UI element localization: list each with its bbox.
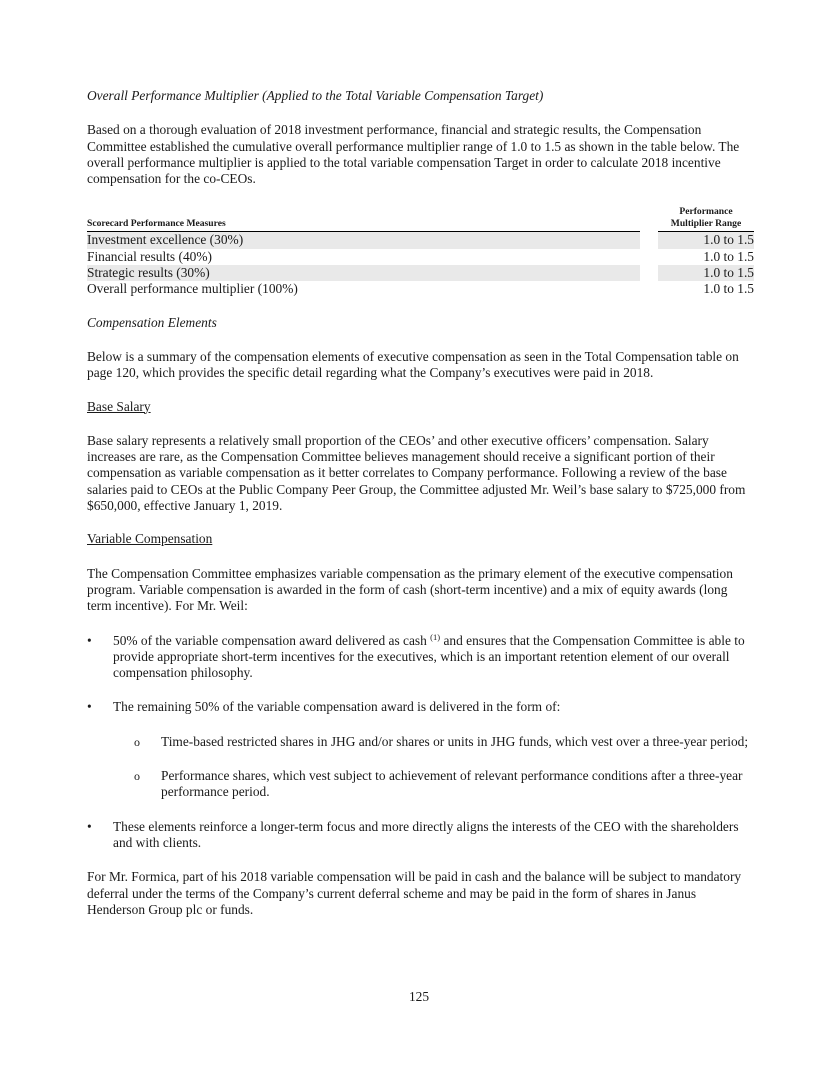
range-cell: 1.0 to 1.5 (658, 265, 754, 281)
table-row (87, 265, 754, 281)
sub-item-text: Performance shares, which vest subject to achievement of relevant performance conditions after a three-year performance period. (161, 768, 743, 800)
measure-cell: Financial results (40%) (87, 248, 212, 264)
range-cell: 1.0 to 1.5 (703, 281, 754, 297)
list-item (87, 819, 754, 852)
footnote-marker: (1) (430, 631, 441, 642)
bullet-icon: • (87, 818, 92, 834)
list-item (87, 633, 754, 682)
sub-bullet-icon: o (134, 734, 140, 749)
formica-paragraph: For Mr. Formica, part of his 2018 variable compensation will be paid in cash and the balance will be subject to mandatory deferral under the terms of the Company’s current deferral scheme and may be paid in the form of shares in Janus Henderson Group plc or funds. (87, 869, 742, 917)
table-row (87, 281, 754, 297)
performance-multiplier-table (87, 206, 754, 297)
list-item (87, 734, 754, 750)
range-cell: 1.0 to 1.5 (703, 248, 754, 264)
variable-compensation-paragraph: The Compensation Committee emphasizes variable compensation as the primary element of the executive compensation program. Variable compensation is awarded in the form of cash (short-term incentive) and a mix of equity awards (long term incentive). For Mr. Weil: (87, 565, 733, 614)
bullet-icon: • (87, 699, 92, 715)
col-header-range (658, 206, 754, 232)
bullet-text-reinforce: These elements reinforce a longer-term focus and more directly aligns the interests of the CEO with the shareholders and with clients. (113, 818, 739, 850)
section-heading-performance-multiplier: Overall Performance Multiplier (Applied to the Total Variable Compensation Target) (87, 88, 544, 103)
table-row (87, 232, 754, 249)
equity-award-sublist (87, 734, 754, 801)
sub-bullet-icon: o (134, 769, 140, 784)
bullet-text-cash: 50% of the variable compensation award delivered as cash $^{(1)}$ and ensures that the Compensation Committee is able to provide appropriate short-term incentives for the executives, which is an important retention element of our overall compensation philosophy. (113, 631, 745, 681)
sub-item-text: Time-based restricted shares in JHG and/or shares or units in JHG funds, which vest over a three-year period; (161, 733, 749, 749)
base-salary-heading: Base Salary (87, 398, 151, 414)
col-header-measures: Scorecard Performance Measures (87, 206, 640, 232)
bullet-icon: • (87, 632, 92, 648)
list-item (87, 699, 754, 715)
col-header-range-line1: Performance (679, 206, 733, 218)
compensation-elements-paragraph: Below is a summary of the compensation elements of executive compensation as seen in the Total Compensation table on page 120, which provides the specific detail regarding what the Company’s executives were paid in 2018. (87, 348, 739, 381)
range-cell: 1.0 to 1.5 (658, 232, 754, 249)
section-heading-compensation-elements: Compensation Elements (87, 314, 217, 330)
table-row (87, 249, 754, 265)
measure-cell: Overall performance multiplier (100%) (87, 281, 298, 297)
list-item (87, 768, 754, 801)
base-salary-paragraph: Base salary represents a relatively small proportion of the CEOs’ and other executive officers’ compensation. Salary increases are rare, as the Compensation Committee believes management should receive a significant portion of their compensation as variable compensation as it better correlates to Company performance. Following a review of the base salaries paid to CEOs at the Public Company Peer Group, the Committee adjusted Mr. Weil’s base salary to $725,000 from $650,000, effective January 1, 2019. (87, 432, 746, 514)
variable-compensation-bullets-continued (87, 819, 754, 852)
measure-cell: Investment excellence (30%) (87, 232, 640, 249)
bullet-text-remaining: The remaining 50% of the variable compensation award is delivered in the form of: (113, 699, 561, 715)
table-header-row (87, 206, 754, 232)
col-header-range-line2: Multiplier Range (670, 217, 742, 229)
performance-multiplier-paragraph: Based on a thorough evaluation of 2018 investment performance, financial and strategic results, the Compensation Committee established the cumulative overall performance multiplier range of 1.0 to 1.5 as shown in the table below. The overall performance multiplier is applied to the total variable compensation Target in order to calculate 2018 incentive compensation for the co-CEOs. (87, 122, 740, 187)
measure-cell: Strategic results (30%) (87, 265, 640, 281)
variable-compensation-heading: Variable Compensation (87, 531, 213, 547)
variable-compensation-bullets (87, 633, 754, 716)
page-content (87, 88, 754, 918)
page-number: 125 (408, 989, 430, 1004)
